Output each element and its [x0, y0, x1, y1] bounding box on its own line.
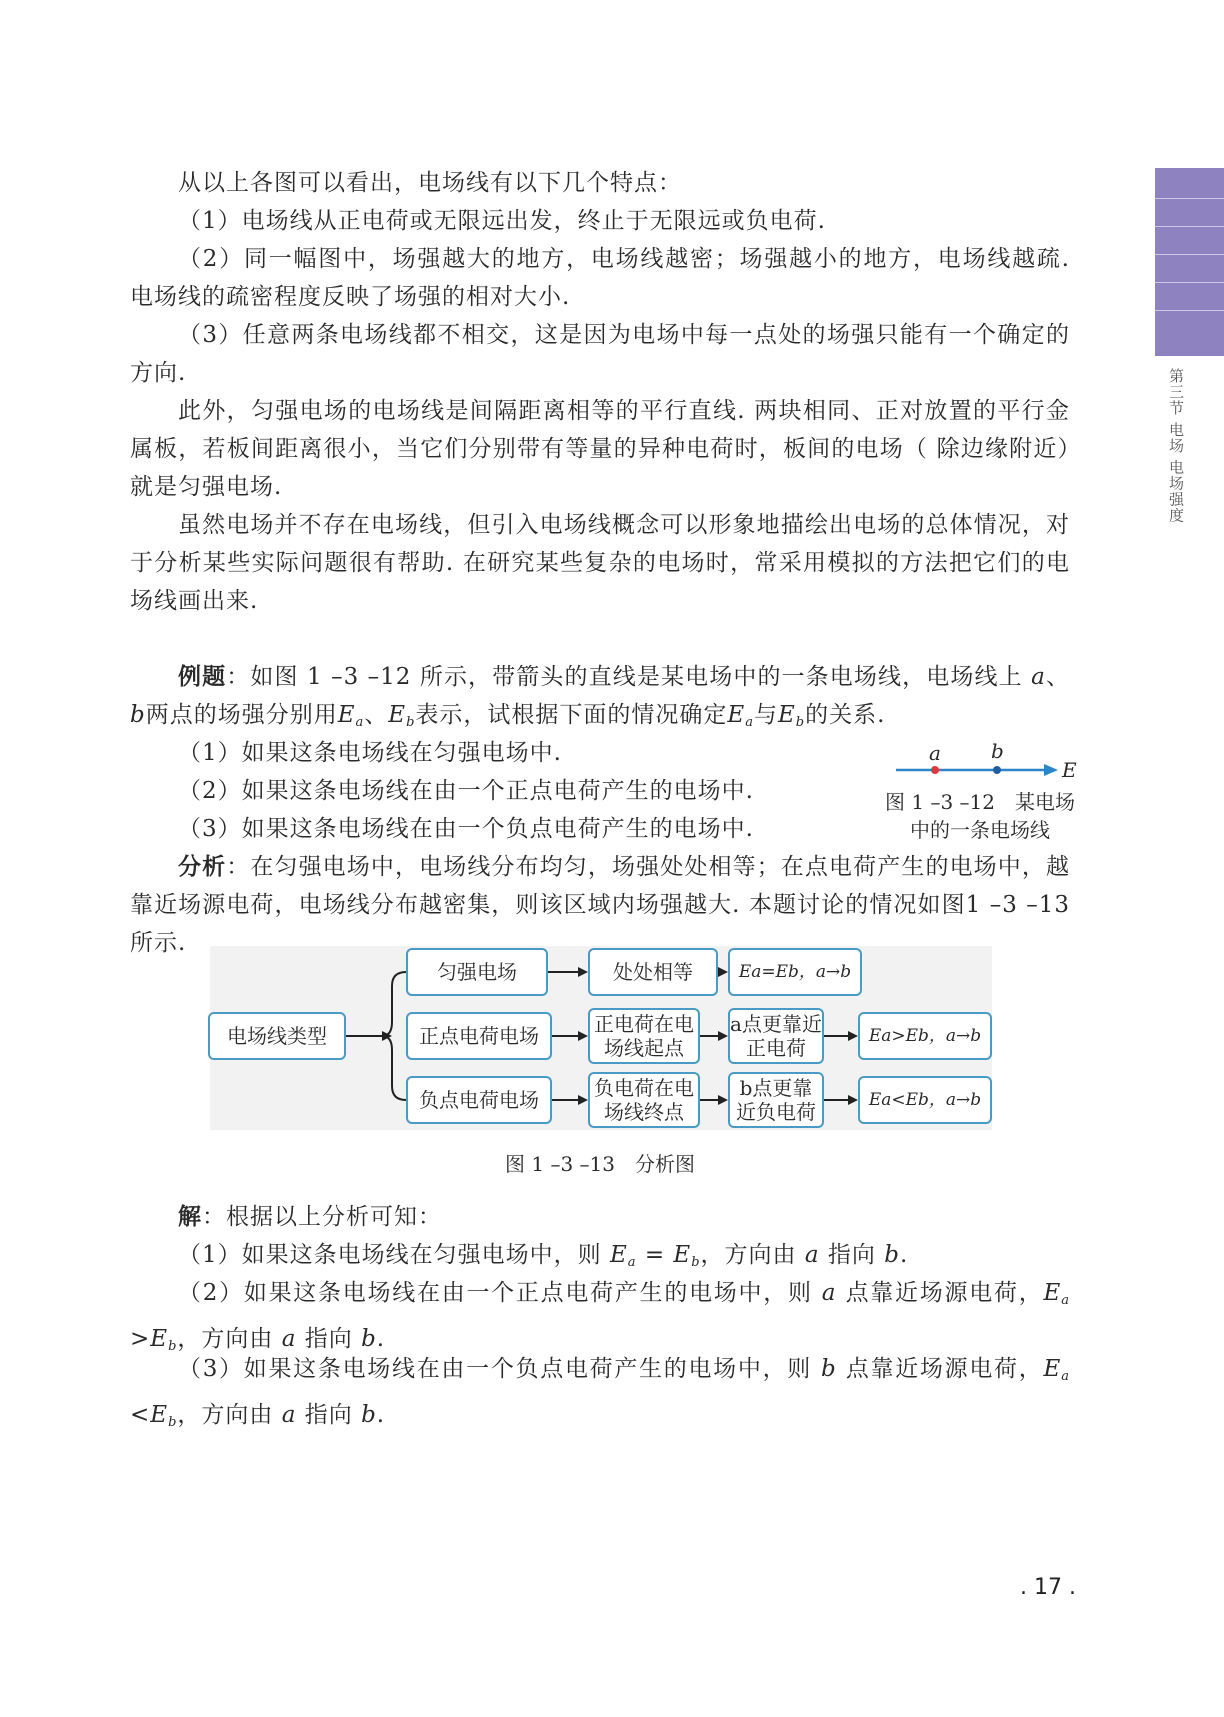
flow-uniform-field-node: 匀强电场 — [406, 948, 548, 996]
flow-positive-field-node: 正点电荷电场 — [406, 1012, 552, 1060]
figure-caption-line2: 中的一条电场线 — [910, 818, 1050, 842]
paragraph-field-lines: 虽然电场并不存在电场线，但引入电场线概念可以形象地描绘出电场的总体情况，对于分析某些实际问题很有帮助. 在研究某些复杂的电场时，常采用模拟的方法把它们的电场线画出来. — [130, 512, 1070, 614]
question-3: （3）如果这条电场线在由一个负点电荷产生的电场中. — [178, 816, 754, 842]
question-2: （2）如果这条电场线在由一个正点电荷产生的电场中. — [178, 778, 754, 804]
paragraph-feature-2: （2）同一幅图中，场强越大的地方，电场线越密；场强越小的地方，电场线越疏. 电场线的疏密程度反映了场强的相对大小. — [130, 246, 1070, 310]
solution-3: （3）如果这条电场线在由一个负点电荷产生的电场中，则 b 点靠近场源电荷，$E_a <E_b$，方向由 a 指向 b. — [130, 1356, 1071, 1430]
question-1: （1）如果这条电场线在匀强电场中. — [178, 740, 562, 766]
field-line-diagram — [880, 738, 1080, 778]
page-number: . 17 . — [1020, 1575, 1076, 1600]
solution-label: 解 — [178, 1204, 202, 1230]
flow-uniform-result-node: Ea=Eb，a→b — [728, 948, 862, 996]
flow-negative-end-node: 负电荷在电场线终点 — [588, 1072, 700, 1128]
point-b — [993, 766, 1001, 774]
arrow-head-icon — [1044, 764, 1058, 776]
analysis-paragraph: 分析：在匀强电场中，电场线分布均匀，场强处处相等；在点电荷产生的电场中，越靠近场源电荷，电场线分布越密集，则该区域内场强越大. 本题讨论的情况如图1 –3 –13 所示. — [130, 854, 1071, 956]
figure-electric-field-line — [880, 738, 1080, 848]
example-label: 例题 — [178, 664, 227, 690]
label-E: E — [1062, 758, 1077, 778]
figure-caption-line1: 图 1 –3 –12 某电场 — [885, 790, 1075, 814]
chapter-tab — [1155, 168, 1224, 356]
solution-1: （1）如果这条电场线在匀强电场中，则 $E_a = E_b$，方向由 a 指向 b. — [178, 1242, 909, 1270]
point-a — [931, 766, 939, 774]
label-a: a — [929, 741, 941, 765]
flow-uniform-equal-node: 处处相等 — [588, 948, 718, 996]
flow-negative-near-node: b点更靠近负电荷 — [728, 1072, 824, 1128]
analysis-label: 分析 — [178, 854, 227, 880]
flow-positive-start-node: 正电荷在电场线起点 — [588, 1008, 700, 1064]
paragraph-feature-3: （3）任意两条电场线都不相交，这是因为电场中每一点处的场强只能有一个确定的方向. — [130, 322, 1070, 386]
flow-root-node: 电场线类型 — [208, 1012, 346, 1060]
flowchart-caption: 图 1 –3 –13 分析图 — [505, 1152, 695, 1176]
flow-negative-field-node: 负点电荷电场 — [406, 1076, 552, 1124]
example-problem: 例题：如图 1 –3 –12 所示，带箭头的直线是某电场中的一条电场线，电场线上 a、b两点的场强分别用$E_a$、$E_b$表示，试根据下面的情况确定$E_a$与$E_b$的关系. — [130, 664, 1071, 730]
paragraph-feature-1: （1）电场线从正电荷或无限远出发，终止于无限远或负电荷. — [178, 208, 826, 234]
paragraph-uniform-field: 此外，匀强电场的电场线是间隔距离相等的平行直线. 两块相同、正对放置的平行金属板，若板间距离很小，当它们分别带有等量的异种电荷时，板间的电场（ 除边缘附近）就是匀强电场. — [130, 398, 1070, 500]
flow-positive-result-node: Ea>Eb，a→b — [858, 1012, 992, 1060]
label-b: b — [991, 739, 1004, 763]
solution-2: （2）如果这条电场线在由一个正点电荷产生的电场中，则 a 点靠近场源电荷，$E_a >E_b$，方向由 a 指向 b. — [130, 1280, 1071, 1354]
solution-intro: 解：根据以上分析可知： — [178, 1204, 442, 1230]
paragraph-intro: 从以上各图可以看出，电场线有以下几个特点： — [178, 170, 682, 196]
flow-positive-near-node: a点更靠近正电荷 — [728, 1008, 824, 1064]
section-side-label: 第三节 电场 电场强度 — [1167, 368, 1185, 524]
flow-negative-result-node: Ea<Eb，a→b — [858, 1076, 992, 1124]
